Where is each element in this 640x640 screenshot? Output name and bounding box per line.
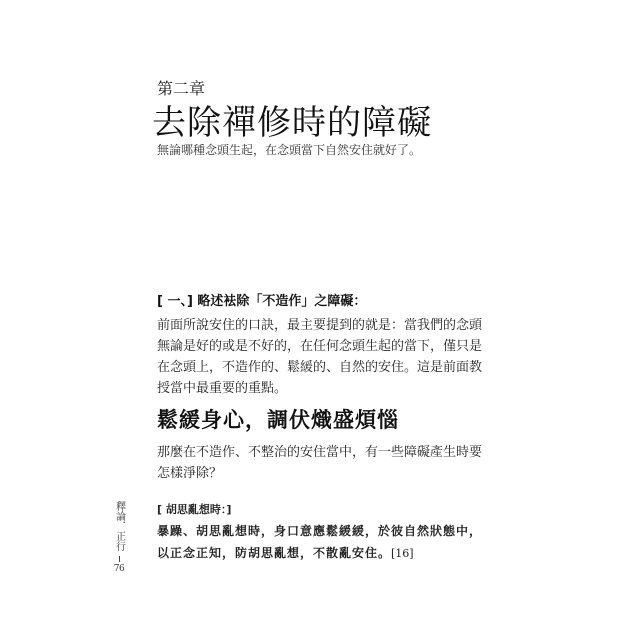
chapter-subtitle: 無論哪種念頭生起，在念頭當下自然安住就好了。: [157, 143, 422, 157]
folio-rule: [119, 556, 120, 562]
subsection-paragraph: 那麼在不造作、不整治的安住當中，有一些障礙產生時要怎樣淨除？: [157, 445, 483, 481]
quote-verse-line-2-text: 以正念正知，防胡思亂想，不散亂安住。: [157, 546, 392, 560]
quote-verse-line-2: [157, 544, 414, 561]
chapter-label: 第二章: [157, 79, 206, 98]
chapter-title: 去除禪修時的障礙: [152, 103, 432, 143]
section-paragraph: 前面所說安住的口訣，最主要提到的就是：當我們的念頭無論是好的或是不好的，在任何念頭生起的當下，僅只是在念頭上，不造作的、鬆緩的、自然的安住。這是前面教授當中最重要的重點。: [157, 318, 483, 396]
page-number: 76: [113, 564, 125, 574]
folio-title: 釋論．正行: [113, 501, 125, 551]
folio: [112, 501, 126, 575]
subsection-heading: 鬆緩身心，調伏熾盛煩惱: [157, 408, 399, 432]
quote-verse-line-1: 暴躁、胡思亂想時，身口意應鬆緩緩，於彼自然狀態中，: [157, 524, 483, 538]
footnote-ref: [16]: [391, 547, 414, 560]
section-heading: [ 一、] 略述袪除「不造作」之障礙：: [157, 294, 367, 309]
quote-label: [ 胡思亂想時：]: [157, 503, 232, 516]
